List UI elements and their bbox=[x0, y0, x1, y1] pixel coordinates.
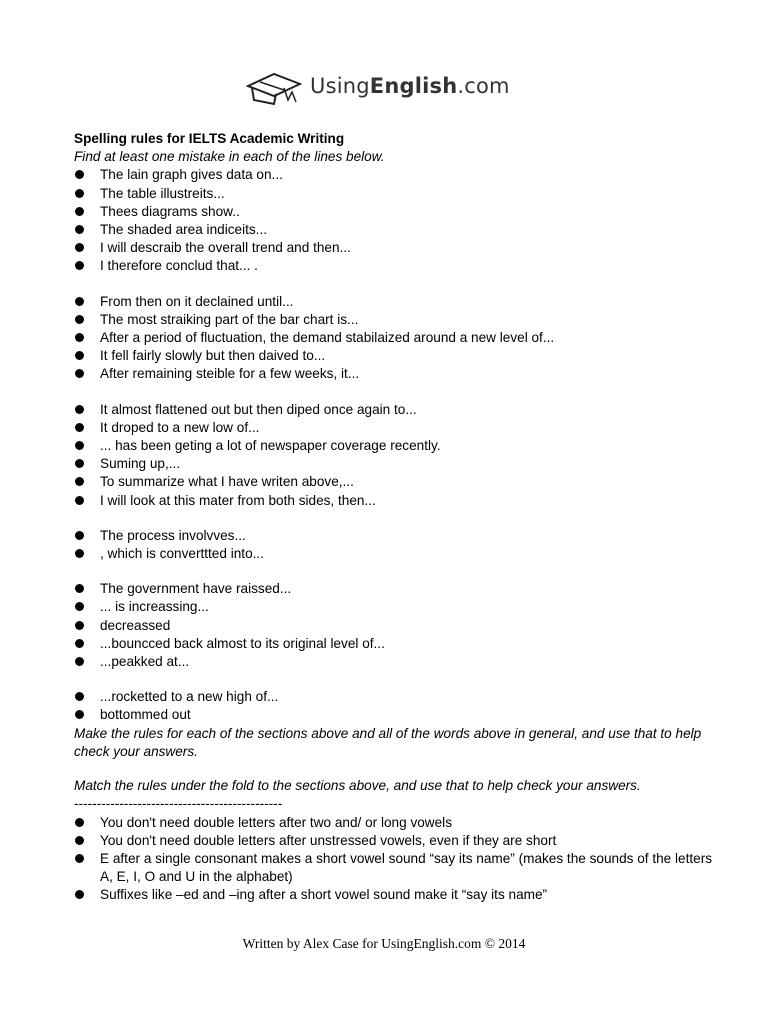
rule-item: Suffixes like –ed and –ing after a short vowel sound make it “say its name” bbox=[74, 886, 714, 904]
worksheet-title: Spelling rules for IELTS Academic Writing bbox=[74, 131, 345, 146]
list-item: ...peakked at... bbox=[74, 653, 714, 671]
group-1-list bbox=[74, 166, 714, 275]
list-item: I therefore conclud that... . bbox=[74, 257, 714, 275]
list-item: bottommed out bbox=[74, 706, 714, 724]
list-item: To summarize what I have writen above,... bbox=[74, 473, 714, 491]
list-item: ...rocketted to a new high of... bbox=[74, 688, 714, 706]
instruction-make-rules: Make the rules for each of the sections above and all of the words above in general, and use that to help check your answers. bbox=[74, 725, 702, 759]
group-4-list bbox=[74, 527, 714, 563]
list-item: After remaining steible for a few weeks, it... bbox=[74, 365, 714, 383]
list-item: The government have raissed... bbox=[74, 580, 714, 598]
list-item: , which is converttted into... bbox=[74, 545, 714, 563]
graduation-cap-icon bbox=[244, 66, 302, 106]
rules-list bbox=[74, 814, 714, 905]
list-item: The most straiking part of the bar chart is... bbox=[74, 311, 714, 329]
list-item: I will look at this mater from both sides, then... bbox=[74, 492, 714, 510]
logo-text: UsingEnglish.com bbox=[310, 74, 510, 98]
list-item: Suming up,... bbox=[74, 455, 714, 473]
footer-credit: Written by Alex Case for UsingEnglish.com © 2014 bbox=[242, 936, 526, 951]
rule-item: You don't need double letters after unstressed vowels, even if they are short bbox=[74, 832, 714, 850]
list-item: It droped to a new low of... bbox=[74, 419, 714, 437]
list-item: It almost flattened out but then diped once again to... bbox=[74, 401, 714, 419]
list-item: It fell fairly slowly but then daived to... bbox=[74, 347, 714, 365]
site-logo bbox=[244, 66, 510, 106]
list-item: From then on it declained until... bbox=[74, 293, 714, 311]
list-item: decreassed bbox=[74, 617, 714, 635]
list-item: The shaded area indiceits... bbox=[74, 221, 714, 239]
list-item: The process involvves... bbox=[74, 527, 714, 545]
group-3-list bbox=[74, 401, 714, 510]
group-2-list bbox=[74, 293, 714, 384]
rule-item: You don't need double letters after two and/ or long vowels bbox=[74, 814, 714, 832]
group-6-list bbox=[74, 688, 714, 724]
list-item: After a period of fluctuation, the demand stabilaized around a new level of... bbox=[74, 329, 714, 347]
rule-item: E after a single consonant makes a short vowel sound “say its name” (makes the sounds of the letters A, E, I, O and U in the alphabet) bbox=[74, 850, 714, 886]
instruction-match-rules: Match the rules under the fold to the sections above, and use that to help check your answers. bbox=[74, 778, 641, 794]
group-5-list bbox=[74, 580, 714, 671]
list-item: I will descraib the overall trend and then... bbox=[74, 239, 714, 257]
list-item: ... is increassing... bbox=[74, 598, 714, 616]
instruction-text: Find at least one mistake in each of the lines below. bbox=[74, 149, 385, 165]
list-item: The table illustreits... bbox=[74, 185, 714, 203]
fold-divider: ---------------------------------------------- bbox=[74, 796, 283, 812]
list-item: ... has been geting a lot of newspaper coverage recently. bbox=[74, 437, 714, 455]
list-item: ...bouncced back almost to its original level of... bbox=[74, 635, 714, 653]
list-item: Thees diagrams show.. bbox=[74, 203, 714, 221]
list-item: The lain graph gives data on... bbox=[74, 166, 714, 184]
worksheet-content bbox=[74, 130, 714, 905]
